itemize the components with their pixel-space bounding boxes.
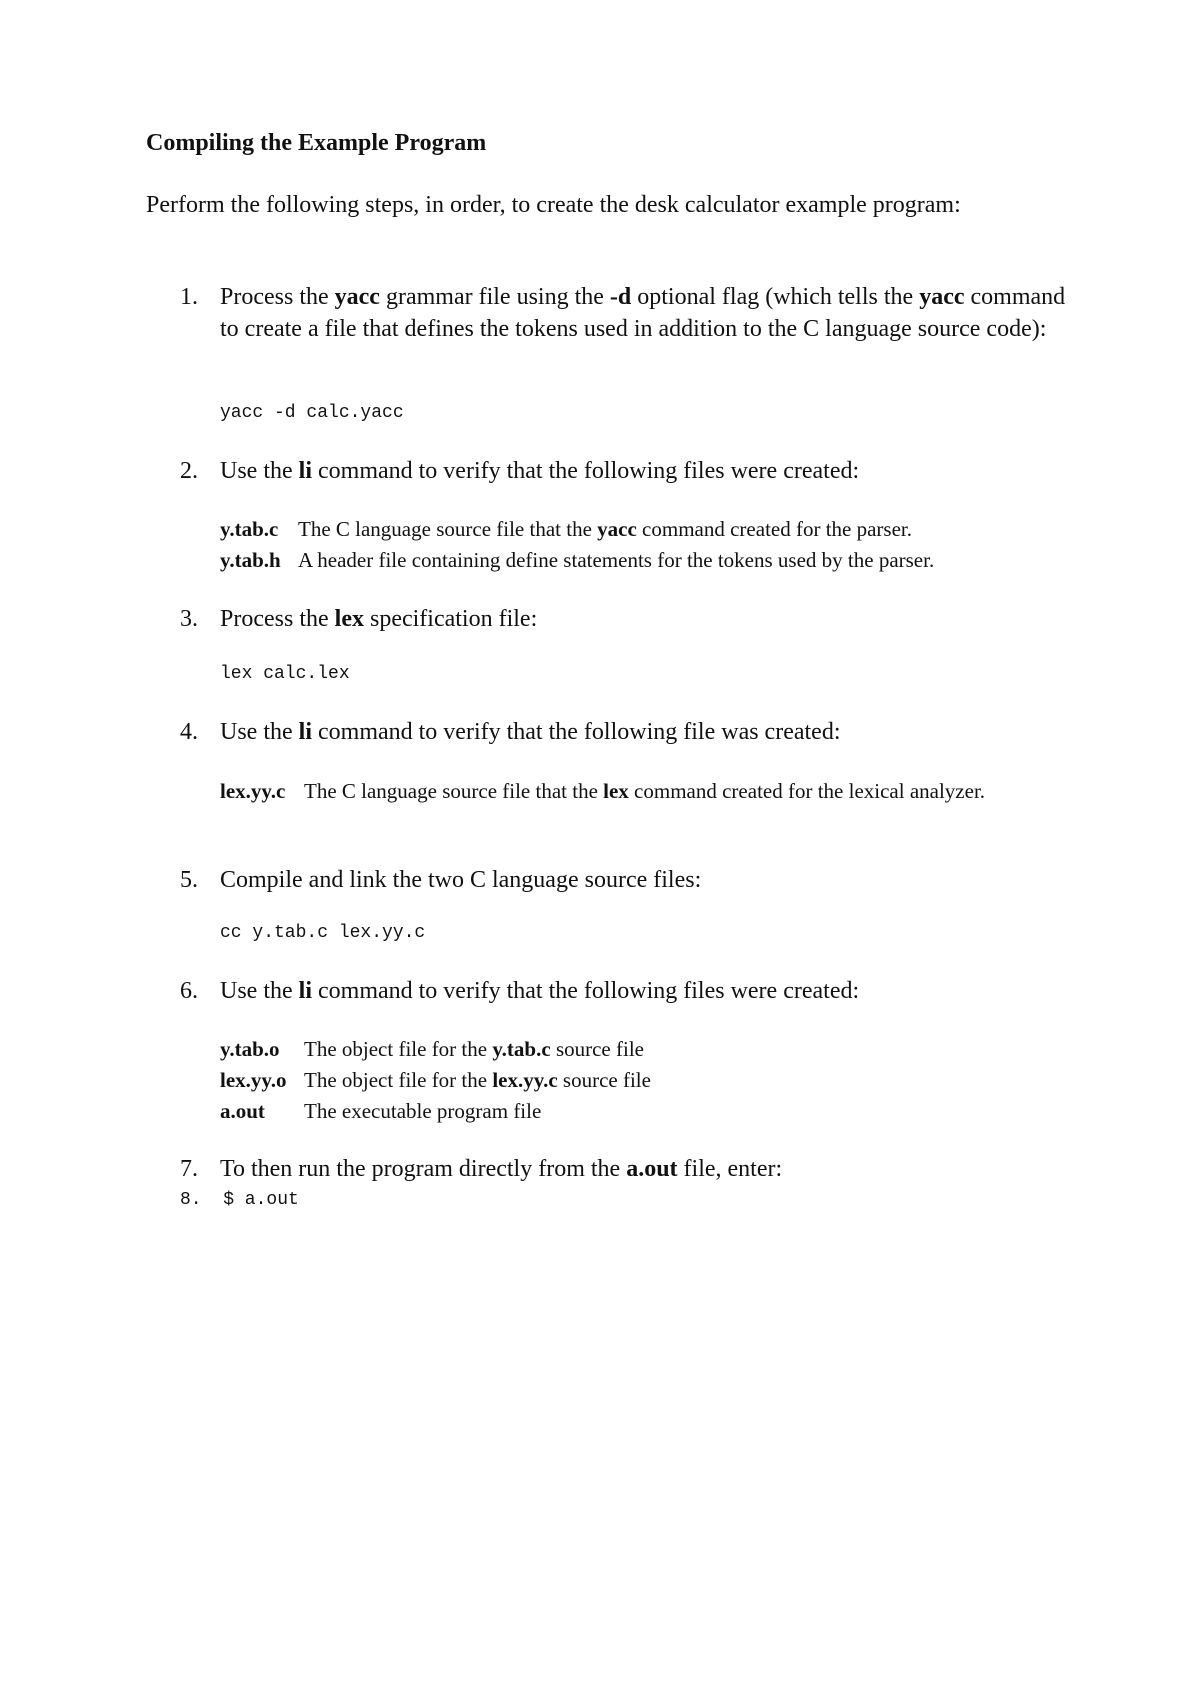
step-number: 2. [180, 458, 198, 484]
command-name: lex [334, 606, 364, 632]
step-2 [180, 455, 1080, 487]
step-text: Process the lex specification file: [220, 606, 538, 632]
step-number: 5. [180, 867, 198, 893]
step-7 [180, 1153, 1080, 1185]
step-3 [180, 603, 1080, 635]
file-description: The C language source file that the yacc command created for the parser. [298, 517, 913, 541]
step-number: 3. [180, 606, 198, 632]
definition-list [220, 776, 1080, 838]
definition-row [220, 545, 1080, 576]
file-description: The object file for the y.tab.c source file [304, 1037, 644, 1061]
file-description: The C language source file that the lex command created for the lexical analyzer. [304, 779, 986, 803]
document-title: Compiling the Example Program [146, 130, 487, 156]
file-name: a.out [220, 1099, 265, 1123]
file-description: The object file for the lex.yy.c source file [304, 1068, 651, 1092]
definition-list [220, 1034, 1080, 1127]
step-text: Process the yacc grammar file using the -d optional flag (which tells the yacc command to create a file that defines the tokens used in addition to the C language source code): [220, 284, 1066, 342]
command-name: yacc [919, 284, 965, 310]
command-name: li [298, 719, 312, 745]
step-number: 6. [180, 978, 198, 1004]
definition-row [220, 1065, 1080, 1096]
step-number: 7. [180, 1156, 198, 1182]
definition-list [220, 514, 1080, 576]
step-6 [180, 975, 1080, 1007]
step-4 [180, 716, 1080, 748]
file-name: lex.yy.c [220, 779, 286, 803]
code-line: cc y.tab.c lex.yy.c [220, 923, 426, 943]
file-name: lex.yy.o [220, 1068, 287, 1092]
step-text: To then run the program directly from the a.out file, enter: [220, 1156, 783, 1182]
step-text: Use the li command to verify that the following file was created: [220, 719, 841, 745]
final-command-line: 8. $ a.out [180, 1190, 299, 1210]
file-name: y.tab.c [220, 517, 279, 541]
step-1 [180, 281, 1080, 345]
command-name: li [298, 458, 312, 484]
step-5 [180, 864, 1080, 896]
definition-row [220, 776, 1080, 838]
step-text: Use the li command to verify that the following files were created: [220, 458, 860, 484]
file-name: y.tab.o [220, 1037, 280, 1061]
step-text: Compile and link the two C language source files: [220, 867, 702, 893]
command-name: li [298, 978, 312, 1004]
definition-row [220, 1034, 1080, 1065]
definition-row [220, 514, 1080, 545]
code-line: yacc -d calc.yacc [220, 403, 404, 423]
file-name: y.tab.h [220, 548, 281, 572]
code-line: lex calc.lex [220, 664, 350, 684]
step-text: Use the li command to verify that the following files were created: [220, 978, 860, 1004]
file-description: The executable program file [304, 1099, 542, 1123]
command-name: yacc [334, 284, 380, 310]
step-number: 4. [180, 719, 198, 745]
definition-row [220, 1096, 1080, 1127]
flag-name: -d [609, 284, 632, 310]
intro-paragraph: Perform the following steps, in order, to create the desk calculator example program: [146, 192, 961, 218]
file-name: a.out [626, 1156, 678, 1182]
step-number: 1. [180, 284, 198, 310]
file-description: A header file containing define statements for the tokens used by the parser. [298, 548, 935, 572]
